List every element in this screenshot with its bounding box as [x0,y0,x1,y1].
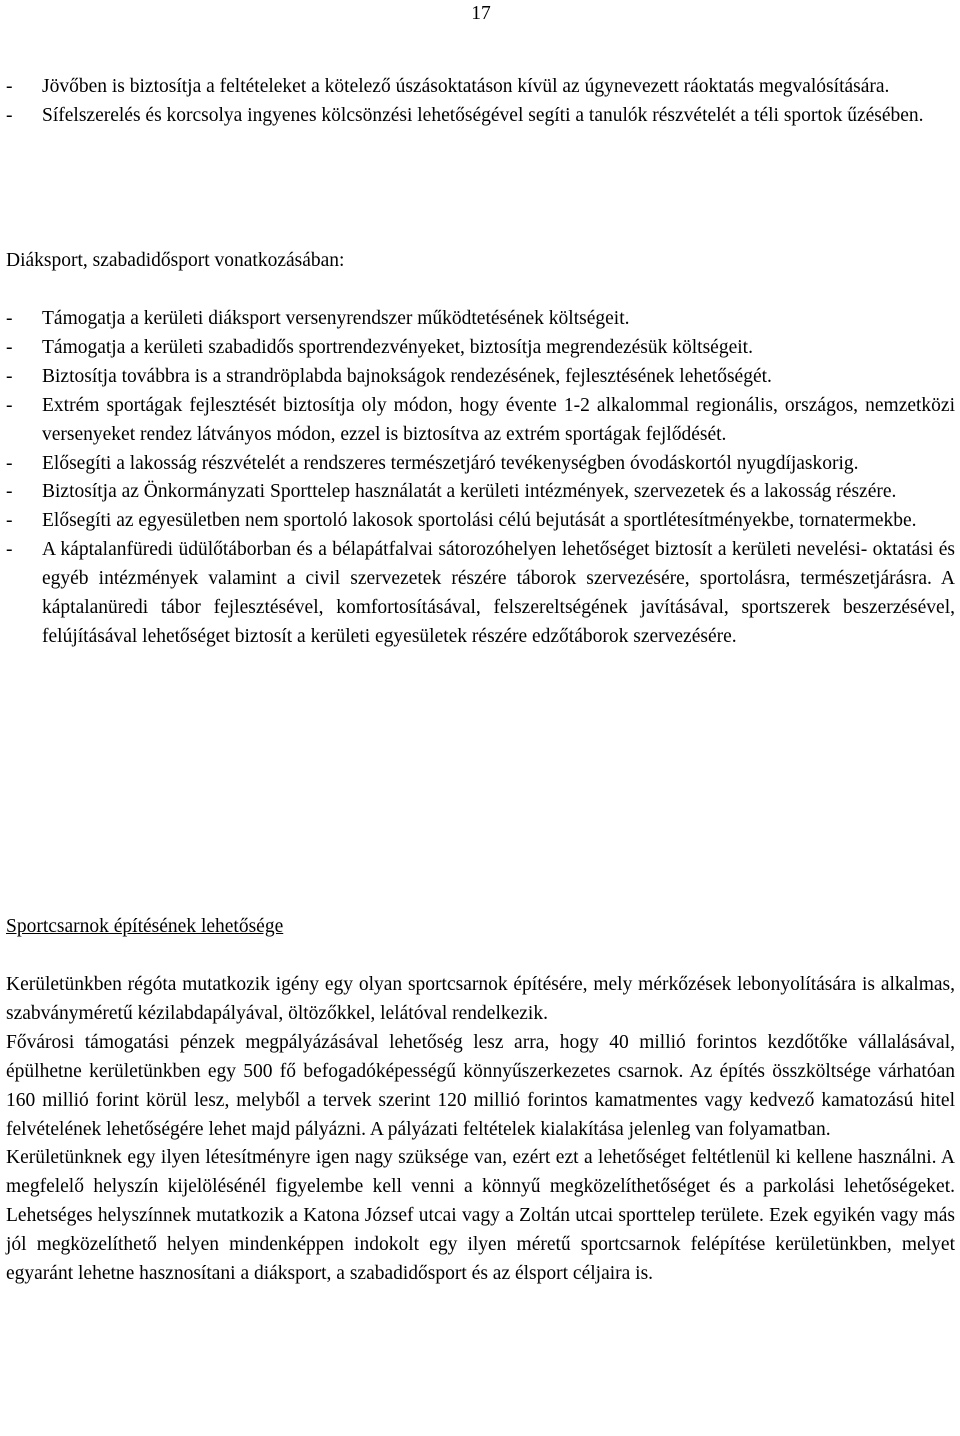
list-item [6,334,955,363]
list-item [6,478,955,507]
list-item [6,305,955,334]
bullet-text: Biztosítja az Önkormányzati Sporttelep használatát a kerületi intézmények, szervezetek és a lakosság részére. [42,481,897,503]
bullet-dash: - [6,76,13,97]
sportcsarnok-body [6,971,955,1289]
bullet-text: Elősegíti a lakosság részvételét a rendszeres természetjáró tevékenységben óvodáskortól nyugdíjaskorig. [42,452,859,474]
bullet-text: Támogatja a kerületi szabadidős sportrendezvényeket, biztosítja megrendezésük költségeit. [42,336,753,358]
page-number: 17 [471,3,491,24]
top-bullet-list [6,73,955,131]
bullet-dash: - [6,539,13,561]
diaksport-bullet-list [6,305,955,652]
paragraph: Kerületünknek egy ilyen létesítményre igen nagy szüksége van, ezért ezt a lehetőséget feltétlenül ki kellene használni. A megfelelő helyszín kijelölésénél figyelembe kell venni a könnyű megközelíthetőséget és a parkolási lehetőségeket. Lehetséges helyszínnek mutatkozik a Katona József utcai vagy a Zoltán utcai sporttelep területe. Ezek egyikén vagy más jól megközelíthető helyen mindenképpen indokolt egy ilyen méretű sportcsarnok felépítése kerületünkben, melyet egyaránt lehetne hasznosítani a diáksport, a szabadidősport és az élsport céljaira is. [6,1147,955,1285]
bullet-text: Biztosítja továbbra is a strandröplabda bajnokságok rendezésének, fejlesztésének lehetőségét. [42,365,772,387]
bullet-dash: - [6,336,13,358]
bullet-dash: - [6,510,13,532]
bullet-dash: - [6,308,13,329]
bullet-text: Extrém sportágak fejlesztését biztosítja oly módon, hogy évente 1-2 alkalommal regionális, országos, nemzetközi versenyeket rendez látványos módon, ezzel is biztosítva az extrém sportágak fejlődését. [42,394,955,445]
list-item [6,73,955,102]
section-heading: Diáksport, szabadidősport vonatkozásában: [6,250,345,271]
list-item [6,392,955,450]
paragraph: Fővárosi támogatási pénzek megpályázásával lehetőség lesz arra, hogy 40 millió forintos kezdőtőke vállalásával, épülhetne kerületünkben egy 500 fő befogadóképességű könnyűszerkezetes csarnok. Az építés összköltsége várhatóan 160 millió forint körül lesz, melyből a tervek szerint 120 millió forintos kamatmentes vagy kedvező kamatozású hitel felvételének lehetőségére lehet majd pályázni. A pályázati feltételek kialakítása jelenleg van folyamatban. [6,1031,955,1140]
list-item [6,363,955,392]
bullet-text: Jövőben is biztosítja a feltételeket a kötelező úszásoktatáson kívül az úgynevezett ráoktatás megvalósítására. [42,76,890,97]
bullet-dash: - [6,394,13,416]
bullet-dash: - [6,104,13,126]
list-item [6,536,955,652]
list-item [6,450,955,479]
paragraph: Kerületünkben régóta mutatkozik igény egy olyan sportcsarnok építésére, mely mérkőzések lebonyolítására is alkalmas, szabványméretű kézilabdapályával, öltözőkkel, lelátóval rendelkezik. [6,974,955,1024]
section-heading: Sportcsarnok építésének lehetősége [6,916,284,937]
list-item [6,102,955,131]
bullet-text: Elősegíti az egyesületben nem sportoló lakosok sportolási célú bejutását a sportlétesítményekbe, tornatermekbe. [42,510,917,532]
bullet-dash: - [6,481,13,503]
section-diaksport [6,247,955,276]
list-item [6,507,955,536]
bullet-text: A káptalanfüredi üdülőtáborban és a bélapátfalvai sátorozóhelyen lehetőséget biztosít a kerületi nevelési- oktatási és egyéb intézmények valamint a civil szervezetek részére táborok szervezésére, sportolásra, természetjárásra. A káptalanüredi tábor fejlesztésével, komfortosításával, felszereltségének javításával, sportszerek beszerzésével, felújításával lehetőséget biztosít a kerületi egyesületek részére edzőtáborok szervezésére. [42,539,955,647]
bullet-dash: - [6,452,13,474]
bullet-dash: - [6,365,13,387]
bullet-text: Sífelszerelés és korcsolya ingyenes kölcsönzési lehetőségével segíti a tanulók részvételét a téli sportok űzésében. [42,104,924,126]
bullet-text: Támogatja a kerületi diáksport versenyrendszer működtetésének költségeit. [42,308,630,329]
section-sportcsarnok [6,913,955,942]
